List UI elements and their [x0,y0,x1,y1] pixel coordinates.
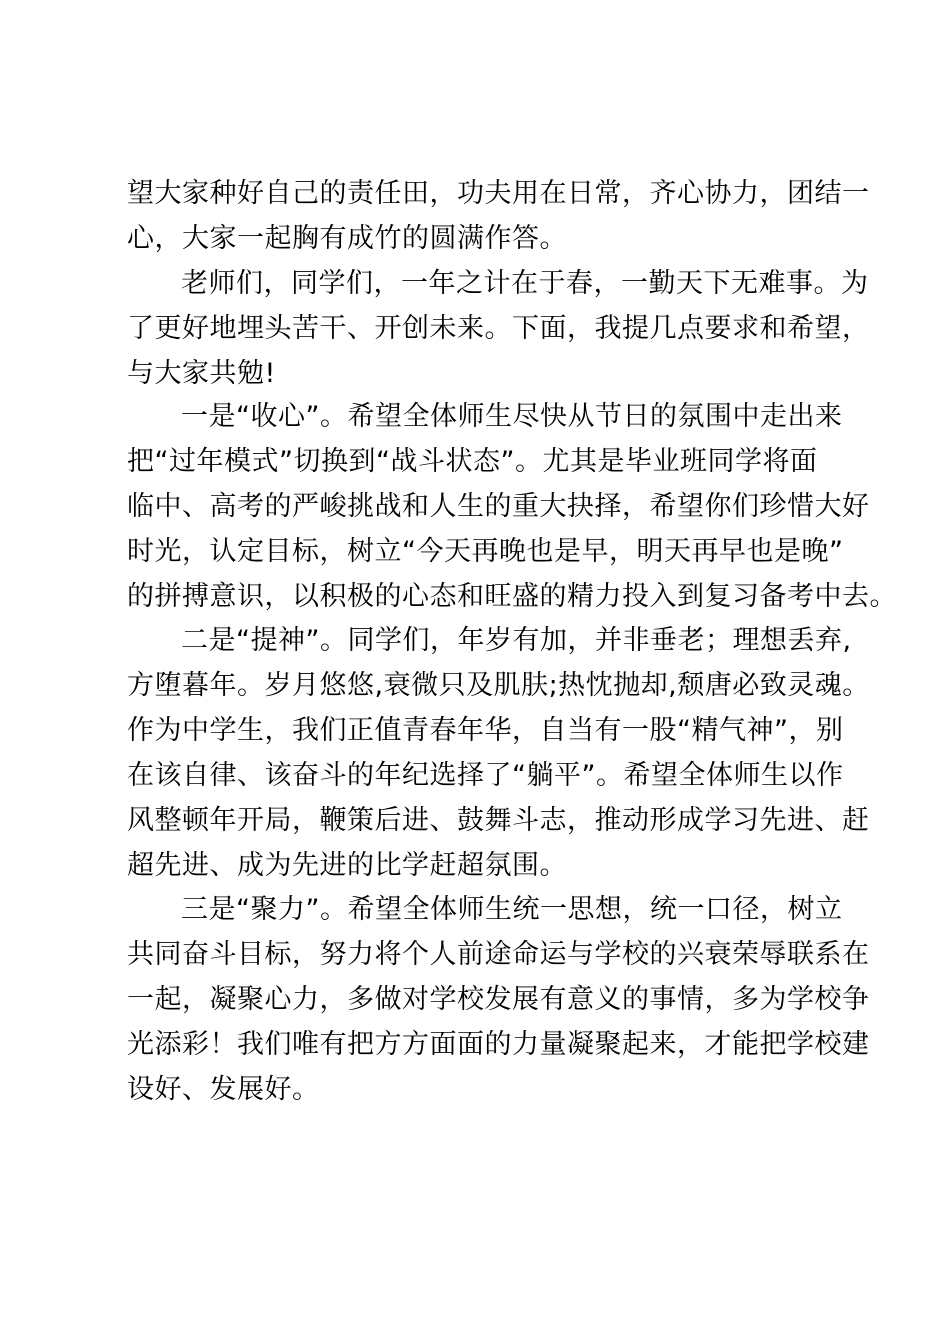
text-line: 望大家种好自己的责任田，功夫用在日常，齐心协力，团结一 [127,178,870,209]
text-line: 光添彩！我们唯有把方方面面的力量凝聚起来，才能把学校建 [127,1029,870,1060]
text-line: 风整顿年开局，鞭策后进、鼓舞斗志，推动形成学习先进、赶 [127,805,870,836]
text-line: 一起，凝聚心力，多做对学校发展有意义的事情，多为学校争 [127,984,870,1015]
paragraph-start-line: 二是“提神”。同学们，年岁有加，并非垂老；理想丢弃, [181,625,852,656]
text-line: 了更好地埋头苦干、开创未来。下面，我提几点要求和希望， [127,313,870,344]
text-line: 心，大家一起胸有成竹的圆满作答。 [127,223,567,254]
text-line: 超先进、成为先进的比学赶超氛围。 [127,850,567,881]
text-line: 共同奋斗目标，努力将个人前途命运与学校的兴衰荣辱联系在 [127,939,870,970]
text-line: 方堕暮年。岁月悠悠,衰微只及肌肤;热忱抛却,颓唐必致灵魂。 [127,670,870,701]
text-line: 设好、发展好。 [127,1074,320,1105]
text-line: 时光，认定目标，树立“今天再晚也是早，明天再早也是晚” [127,536,844,567]
text-line: 临中、高考的严峻挑战和人生的重大抉择，希望你们珍惜大好 [127,491,870,522]
paragraph-start-line: 三是“聚力”。希望全体师生统一思想，统一口径，树立 [181,894,843,925]
text-line: 与大家共勉! [127,358,276,389]
paragraph-start-line: 一是“收心”。希望全体师生尽快从节日的氛围中走出来 [181,401,843,432]
text-line: 在该自律、该奋斗的年纪选择了“躺平”。希望全体师生以作 [127,760,844,791]
text-line: 作为中学生，我们正值青春年华，自当有一股“精气神”，别 [127,715,844,746]
text-line: 的拼搏意识，以积极的心态和旺盛的精力投入到复习备考中去。 [127,581,897,612]
paragraph-start-line: 老师们，同学们，一年之计在于春，一勤天下无难事。为 [181,268,869,299]
text-line: 把“过年模式”切换到“战斗状态”。尤其是毕业班同学将面 [127,446,818,477]
